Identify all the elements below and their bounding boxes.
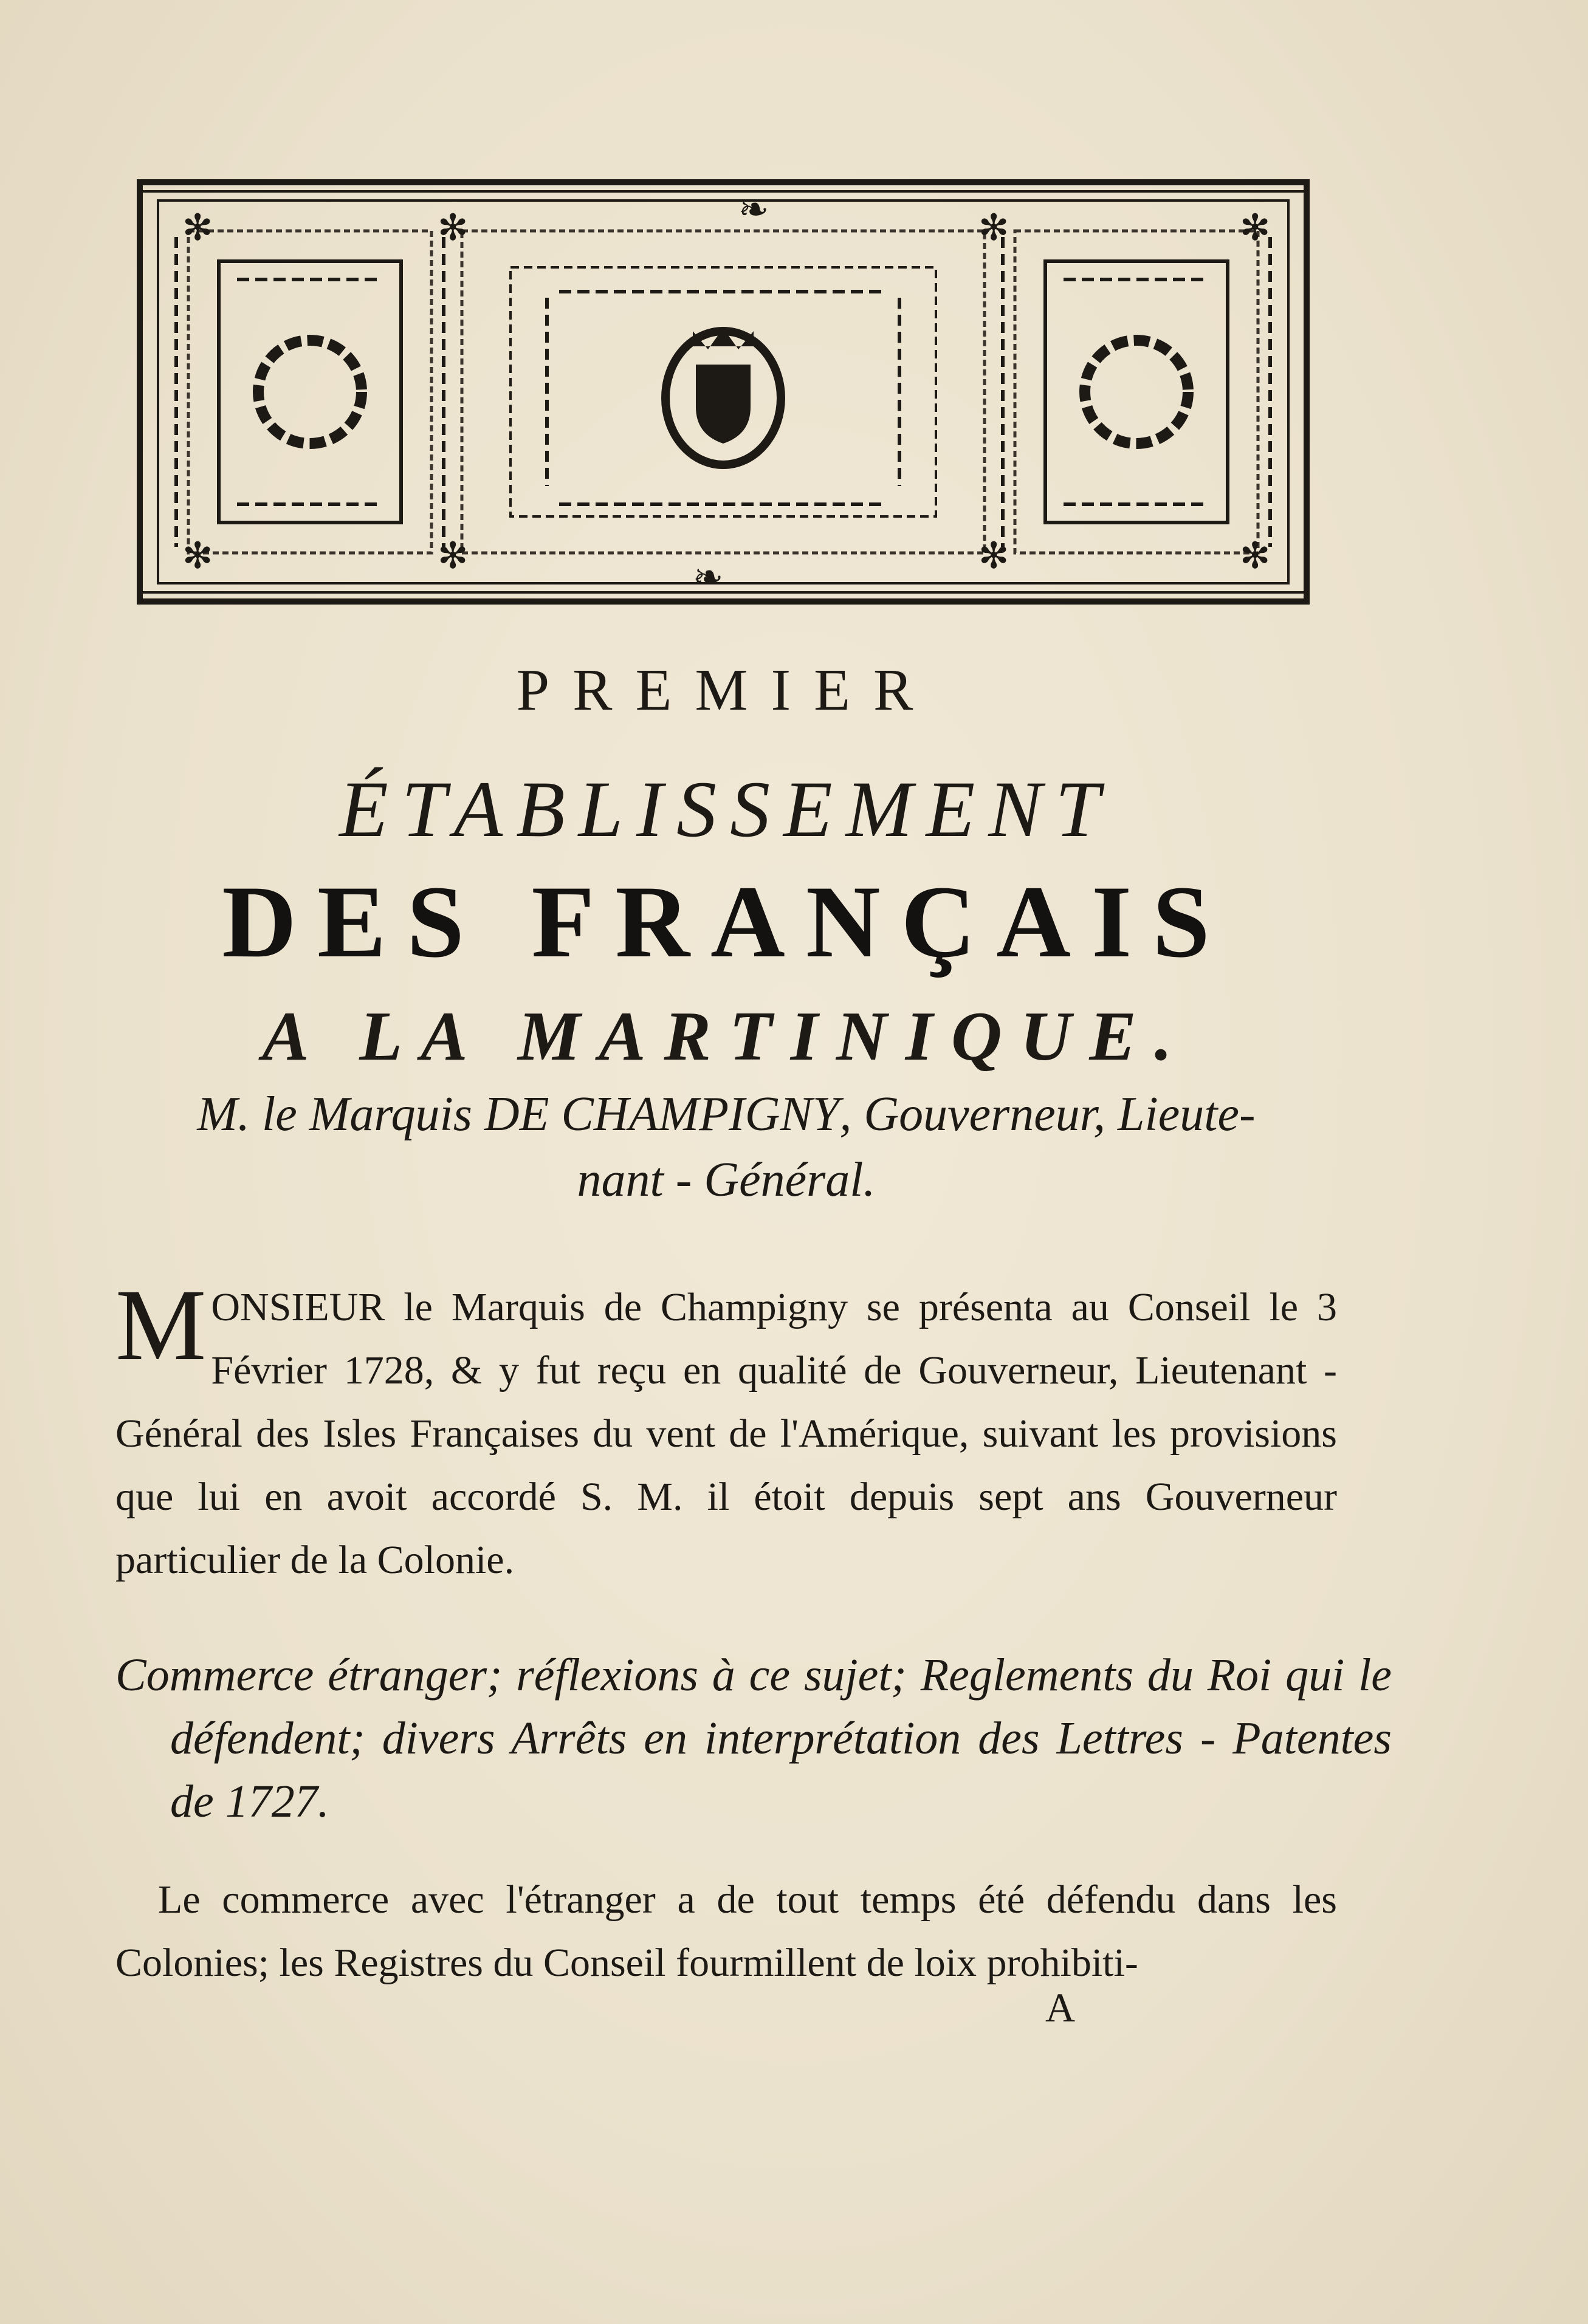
title-etablissement: ÉTABLISSEMENT <box>339 764 1113 854</box>
ornamental-headpiece <box>122 164 1325 626</box>
paragraph-2: Le commerce avec l'étranger a de tout temps été défendu dans les Colonies; les Registres du Conseil fourmillent de loix prohibiti- <box>115 1877 1337 1985</box>
svg-text:❧: ❧ <box>738 188 769 231</box>
headpiece-ornament-icon <box>122 164 1325 626</box>
signature-mark: A <box>1045 1984 1076 2031</box>
paragraph-1 <box>115 1269 1337 1592</box>
governor-heading <box>115 1081 1337 1213</box>
paragraph-1-text: le Marquis de Champigny se présenta au Conseil le 3 Février 1728, & y fut reçu en qualité de Gouverneur, Lieutenant - Général des Isles Françaises du vent de l'Amérique, suivant les provisions que lui en avoit accordé S. M. il étoit depuis sept ans Gouverneur particulier de la Colonie. <box>115 1285 1337 1582</box>
section-subheading: Commerce étranger; réflexions à ce sujet; Reglements du Roi qui le défendent; divers Arrêts en interprétation des Lettres - Patentes de 1727. <box>115 1650 1392 1827</box>
governor-heading-line2: nant - Général. <box>577 1153 876 1207</box>
svg-text:✻: ✻ <box>438 535 469 577</box>
paragraph-1-first-word: ONSIEUR <box>211 1285 385 1329</box>
drop-cap: M <box>115 1269 207 1382</box>
svg-text:✻: ✻ <box>978 535 1009 577</box>
title-a-la-martinique: A LA MARTINIQUE. <box>262 998 1191 1075</box>
heading-prefix: M. le Marquis <box>197 1088 484 1141</box>
svg-text:✻: ✻ <box>978 207 1009 249</box>
svg-text:✻: ✻ <box>438 207 469 249</box>
svg-text:✻: ✻ <box>182 207 213 249</box>
svg-text:❧: ❧ <box>693 556 724 598</box>
title-des-francais: DES FRANÇAIS <box>222 865 1231 979</box>
svg-text:✻: ✻ <box>1240 535 1271 577</box>
svg-text:✻: ✻ <box>182 535 213 577</box>
title-premier: PREMIER <box>516 657 937 723</box>
heading-name: DE CHAMPIGNY <box>484 1088 840 1141</box>
heading-suffix: , Gouverneur, Lieute- <box>839 1088 1256 1141</box>
governor-heading-line1 <box>115 1081 1337 1147</box>
svg-text:✻: ✻ <box>1240 207 1271 249</box>
